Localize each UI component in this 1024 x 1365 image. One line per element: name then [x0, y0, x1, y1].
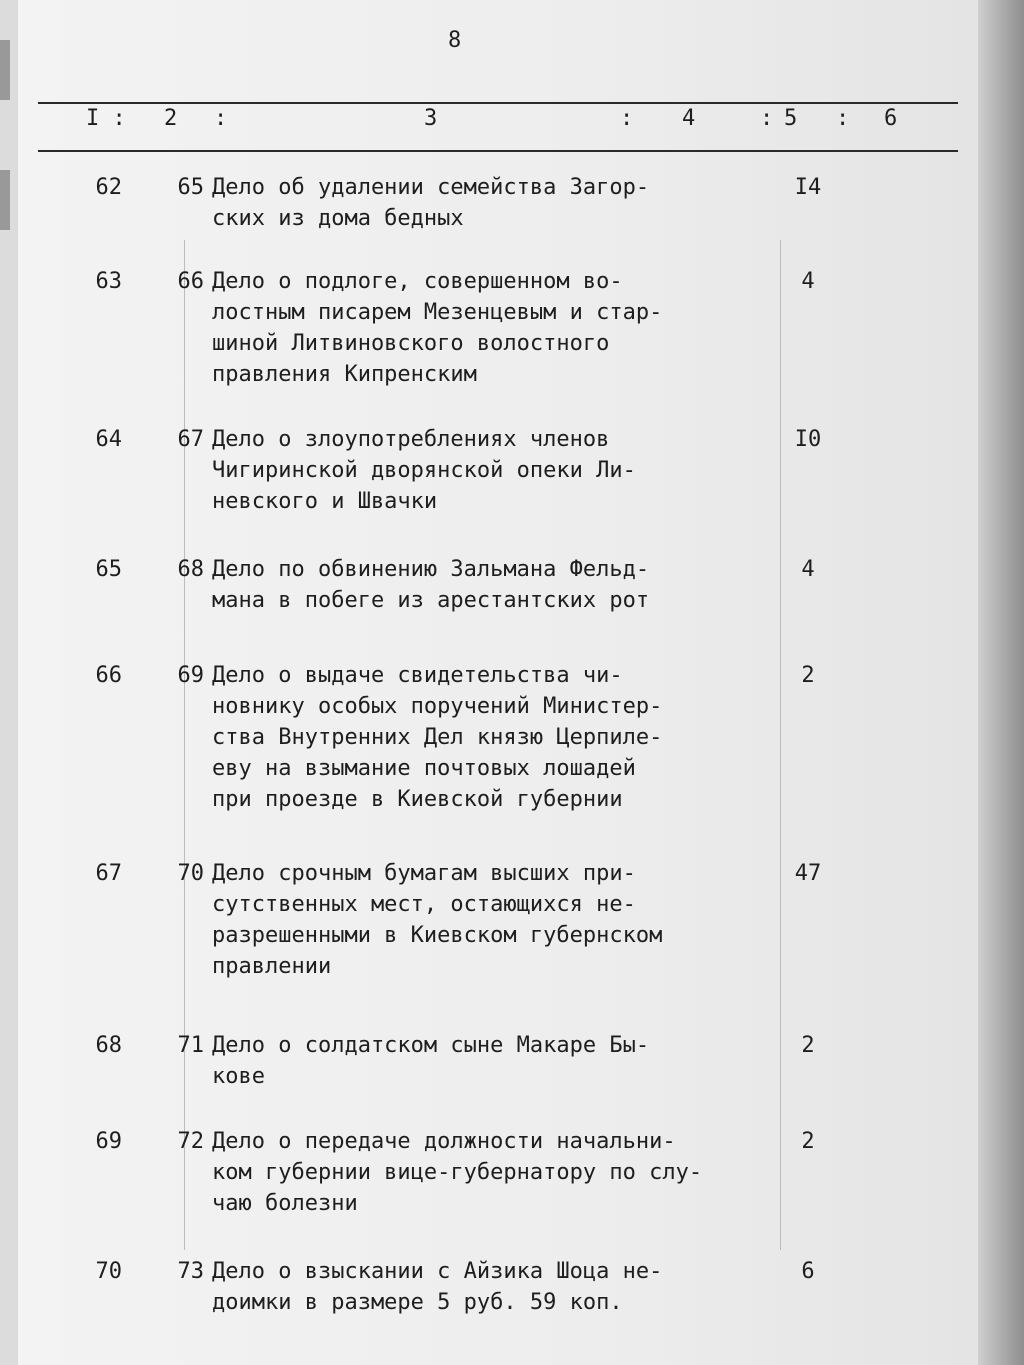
row-number: 68: [95, 1033, 122, 1058]
case-number: 68: [177, 557, 204, 582]
header-col-6: 6: [884, 106, 898, 131]
sheet-count: 4: [801, 269, 815, 294]
column-divider: [184, 240, 185, 1250]
case-title: [212, 858, 732, 982]
sheet-count: I4: [794, 175, 822, 200]
case-number: 71: [177, 1033, 204, 1058]
title-line: Чигиринской дворянской опеки Ли-: [212, 458, 636, 483]
column-divider: [780, 240, 781, 1250]
title-line: Дело срочным бумагам высших при-: [212, 861, 636, 886]
title-line: разрешенными в Киевском губернском: [212, 923, 663, 948]
title-line: Дело о подлоге, совершенном во-: [212, 269, 623, 294]
header-col-3: 3: [424, 106, 438, 131]
row-number: 67: [95, 861, 122, 886]
sheet-count: 2: [801, 1033, 815, 1058]
case-number: 65: [177, 175, 204, 200]
case-title: [212, 172, 732, 234]
header-col-1: I :: [86, 106, 126, 131]
case-number: 69: [177, 663, 204, 688]
title-line: чаю болезни: [212, 1191, 358, 1216]
page-edge-shadow: [978, 0, 1024, 1365]
title-line: еву на взымание почтовых лошадей: [212, 756, 636, 781]
row-number: 65: [95, 557, 122, 582]
sheet-count: 4: [801, 557, 815, 582]
header-sep-3: :: [760, 106, 774, 131]
title-line: Дело о взыскании с Айзика Шоца не-: [212, 1259, 663, 1284]
case-title: [212, 1126, 732, 1219]
title-line: ком губернии вице-губернатору по слу-: [212, 1160, 703, 1185]
case-number: 70: [177, 861, 204, 886]
case-title: [212, 266, 732, 390]
case-number: 72: [177, 1129, 204, 1154]
binding-mark: [0, 170, 10, 230]
binding-mark: [0, 40, 10, 100]
header-sep-4: :: [836, 106, 850, 131]
sheet-count: I0: [794, 427, 822, 452]
header-col-4: 4: [682, 106, 696, 131]
title-line: шиной Литвиновского волостного: [212, 331, 610, 356]
header-sep-2: :: [620, 106, 634, 131]
title-line: ских из дома бедных: [212, 206, 464, 231]
title-line: новнику особых поручений Министер-: [212, 694, 663, 719]
row-number: 63: [95, 269, 122, 294]
case-number: 73: [177, 1259, 204, 1284]
title-line: Дело о злоупотреблениях членов: [212, 427, 610, 452]
title-line: Дело о солдатском сыне Макаре Бы-: [212, 1033, 650, 1058]
page-number: 8: [448, 28, 462, 53]
title-line: при проезде в Киевской губернии: [212, 787, 623, 812]
title-line: сутственных мест, остающихся не-: [212, 892, 636, 917]
title-line: Дело о выдаче свидетельства чи-: [212, 663, 623, 688]
sheet-count: 47: [794, 861, 822, 886]
row-number: 66: [95, 663, 122, 688]
header-col-5: 5: [784, 106, 798, 131]
title-line: невского и Швачки: [212, 489, 438, 514]
sheet-count: 6: [801, 1259, 815, 1284]
title-line: ства Внутренних Дел князю Церпиле-: [212, 725, 663, 750]
case-number: 67: [177, 427, 204, 452]
title-line: кове: [212, 1064, 265, 1089]
case-title: [212, 660, 732, 815]
row-number: 62: [95, 175, 122, 200]
header-col-2: 2: [164, 106, 178, 131]
row-number: 64: [95, 427, 122, 452]
row-number: 70: [95, 1259, 122, 1284]
title-line: Дело о передаче должности начальни-: [212, 1129, 676, 1154]
document-page: [18, 0, 978, 1365]
sheet-count: 2: [801, 663, 815, 688]
header-sep-1: :: [214, 106, 228, 131]
title-line: правления Кипренским: [212, 362, 477, 387]
case-number: 66: [177, 269, 204, 294]
case-title: [212, 424, 732, 517]
row-number: 69: [95, 1129, 122, 1154]
left-binding: [0, 0, 20, 1365]
title-line: лостным писарем Мезенцевым и стар-: [212, 300, 663, 325]
case-title: [212, 1030, 732, 1092]
case-title: [212, 1256, 732, 1318]
title-line: доимки в размере 5 руб. 59 коп.: [212, 1290, 623, 1315]
sheet-count: 2: [801, 1129, 815, 1154]
header-top-rule: [38, 102, 958, 104]
title-line: Дело об удалении семейства Загор-: [212, 175, 650, 200]
case-title: [212, 554, 732, 616]
header-bottom-rule: [38, 150, 958, 152]
title-line: мана в побеге из арестантских рот: [212, 588, 650, 613]
title-line: Дело по обвинению Зальмана Фельд-: [212, 557, 650, 582]
title-line: правлении: [212, 954, 332, 979]
